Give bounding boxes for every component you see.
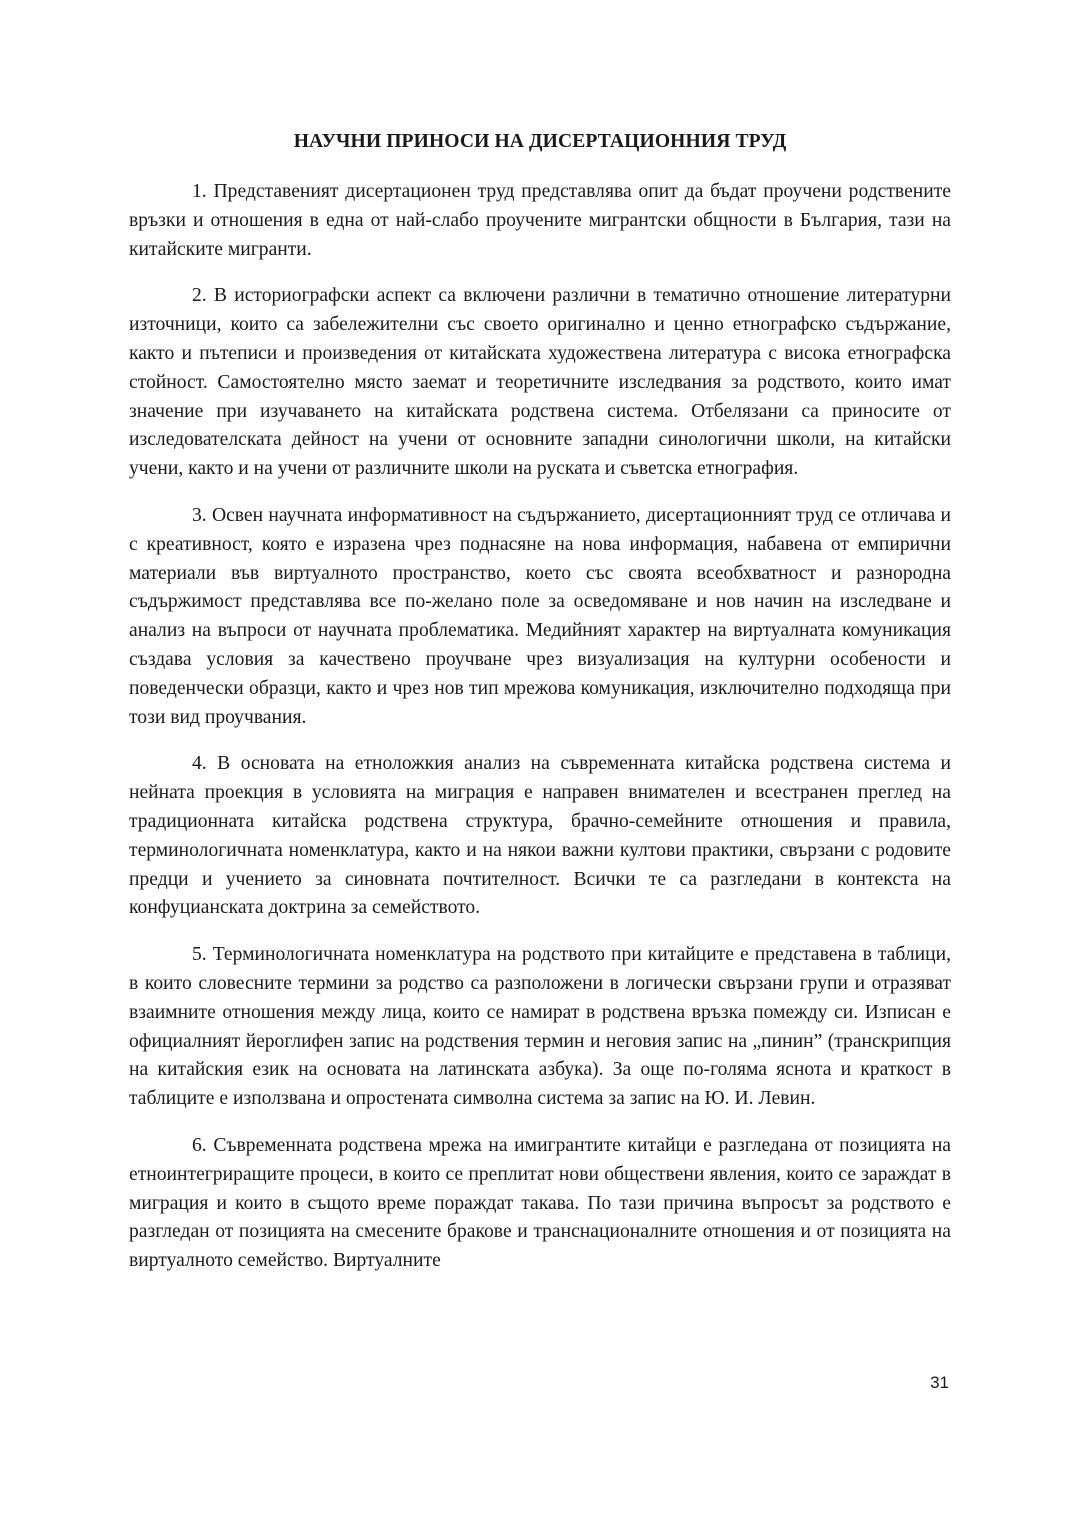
page-title: НАУЧНИ ПРИНОСИ НА ДИСЕРТАЦИОННИЯ ТРУД <box>293 131 787 152</box>
paragraph-4: 4. В основата на етноложкия анализ на съвременната китайска родствена система и нейната проекция в условията на миграция е направен внимателен и всестранен преглед на традиционната китайска родствена структура, брачно-семейните отношения и правила, терминологичната номенклатура, както и на някои важни култови практики, свързани с родовите предци и учението за синовната почтителност. Всички те са разгледани в контекста на конфуцианската доктрина за семейството. <box>129 753 951 919</box>
paragraph-2: 2. В историографски аспект са включени различни в тематично отношение литературни източници, които са забележителни със своето оригинално и ценно етнографско съдържание, както и пътеписи и произведения от китайската художествена литература с висока етнографска стойност. Самостоятелно място заемат и теоретичните изследвания за родството, които имат значение при изучаването на китайската родствена система. Отбелязани са приносите от изследователската дейност на учени от основните западни синологични школи, на китайски учени, както и на учени от различните школи на руската и съветска етнография. <box>129 285 951 480</box>
paragraph-1: 1. Представеният дисертационен труд представлява опит да бъдат проучени родствените връзки и отношения в една от най-слабо проучените мигрантски общности в България, тази на китайските мигранти. <box>129 181 951 260</box>
paragraph-6: 6. Съвременната родствена мрежа на имигрантите китайци е разгледана от позицията на етноинтегриращите процеси, в които се преплитат нови обществени явления, които се зараждат в миграция и които в същото време пораждат такава. По тази причина въпросът за родството е разгледан от позицията на смесените бракове и транснационалните отношения и от позицията на виртуалното семейство. Виртуалните <box>129 1134 951 1272</box>
page-content <box>129 128 951 1294</box>
page-number: 31 <box>930 1373 949 1392</box>
paragraph-5: 5. Терминологичната номенклатура на родството при китайците е представена в таблици, в които словесните термини за родство са разположени в логически свързани групи и отразяват взаимните отношения между лица, които се намират в родствена връзка помежду си. Изписан е официалният йероглифен запис на родствения термин и неговия запис на „пинин” (транскрипция на китайския език на основата на латинската азбука). За още по-голяма яснота и краткост в таблиците е използвана и опростената символна система за запис на Ю. И. Левин. <box>129 944 951 1110</box>
paragraph-3: 3. Освен научната информативност на съдържанието, дисертационният труд се отличава и с креативност, която е изразена чрез поднасяне на нова информация, набавена от емпирични материали във виртуалното пространство, което със своята всеобхватност и разнородна съдържимост представлява все по-желано поле за осведомяване и нов начин на изследване и анализ на въпроси от научната проблематика. Медийният характер на виртуалната комуникация създава условия за качествено проучване чрез визуализация на културни особености и поведенчески образци, както и чрез нов тип мрежова комуникация, изключително подходяща при този вид проучвания. <box>129 504 951 728</box>
